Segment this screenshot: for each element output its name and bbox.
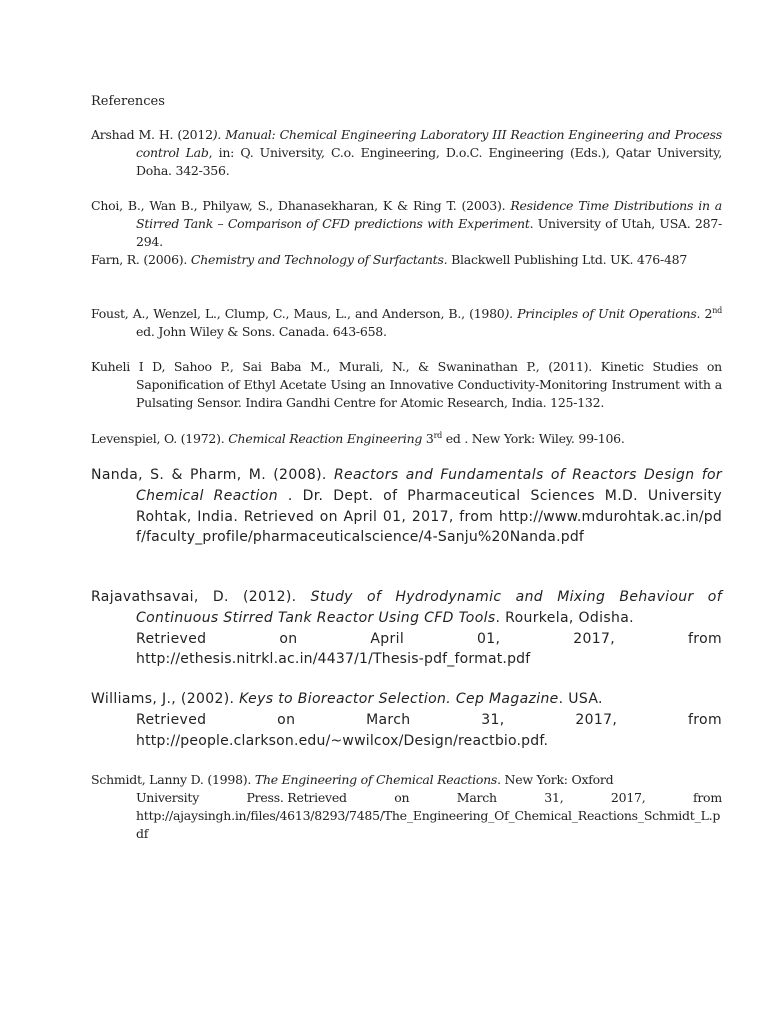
reference-authors: Farn, R. (2006). bbox=[91, 252, 191, 267]
reference-title: Study of Hydrodynamic and Mixing Behaviour of Continuous Stirred Tank Reactor Using CFD Tools bbox=[136, 589, 722, 626]
reference-schmidt bbox=[91, 771, 722, 843]
reference-williams bbox=[91, 689, 722, 751]
superscript: nd bbox=[712, 305, 722, 315]
superscript: rd bbox=[433, 430, 443, 440]
retrieved-word: on bbox=[279, 630, 298, 647]
reference-kuheli bbox=[91, 358, 722, 412]
retrieved-word: 31, bbox=[544, 790, 564, 805]
reference-details: . Rourkela, Odisha. bbox=[495, 609, 634, 626]
retrieved-word: March bbox=[366, 711, 411, 728]
reference-details: , in: Q. University, C.o. Engineering, D.o.C. Engineering (Eds.), Qatar University, Doha. 342-356. bbox=[136, 145, 723, 178]
reference-title: Keys to Bioreactor Selection. Cep Magazine bbox=[239, 691, 559, 707]
retrieved-word: 01, bbox=[477, 630, 501, 647]
retrieved-word: Press. Retrieved bbox=[246, 790, 347, 805]
reference-levenspiel bbox=[91, 430, 722, 448]
reference-rajavathsavai bbox=[91, 587, 722, 670]
reference-authors: Levenspiel, O. (1972). bbox=[91, 431, 229, 446]
reference-authors: Williams, J., (2002). bbox=[91, 691, 240, 707]
reference-url[interactable]: http://www.mdurohtak.ac.in/pdf/faculty_profile/pharmaceuticalscience/4-Sanju%20Nanda.pdf bbox=[136, 508, 722, 546]
references-heading: References bbox=[91, 94, 165, 109]
retrieved-line bbox=[136, 629, 722, 650]
reference-details: . USA. bbox=[558, 691, 603, 707]
retrieved-word: April bbox=[370, 630, 405, 647]
reference-url[interactable]: http://people.clarkson.edu/~wwilcox/Design/reactbio.pdf. bbox=[136, 732, 549, 749]
reference-authors: Schmidt, Lanny D. (1998). bbox=[91, 772, 255, 787]
reference-authors: Nanda, S. & Pharm, M. (2008). bbox=[91, 467, 334, 483]
retrieved-word: University bbox=[136, 790, 200, 805]
retrieved-word: on bbox=[277, 711, 296, 728]
reference-details: ed . New York: Wiley. 99-106. bbox=[442, 431, 625, 446]
reference-text: Kuheli I D, Sahoo P., Sai Baba M., Murali, N., & Swaninathan P., (2011). Kinetic Studies on Saponification of Ethyl Acetate Using an Innovative Conductivity-Monitoring Instrument with a Pulsating Sensor. Indira Gandhi Centre for Atomic Research, India. 125-132. bbox=[91, 359, 722, 410]
reference-details: 3 bbox=[422, 431, 434, 446]
retrieved-word: from bbox=[692, 790, 722, 805]
retrieved-word: 31, bbox=[481, 711, 505, 728]
retrieved-word: from bbox=[688, 630, 722, 647]
reference-title: Reactors and Fundamentals of Reactors Design for Chemical Reaction bbox=[136, 467, 722, 504]
reference-url[interactable]: http://ajaysingh.in/files/4613/8293/7485/The_Engineering_Of_Chemical_Reactions_Schmidt_L.pdf bbox=[136, 808, 721, 841]
retrieved-word: on bbox=[394, 790, 410, 805]
reference-title: Chemistry and Technology of Surfactants bbox=[190, 252, 444, 267]
reference-details: . Blackwell Publishing Ltd. UK. 476-487 bbox=[443, 252, 688, 267]
reference-details: ed. John Wiley & Sons. Canada. 643-658. bbox=[136, 324, 387, 339]
reference-farn bbox=[91, 251, 722, 269]
reference-authors: Choi, B., Wan B., Philyaw, S., Dhanasekharan, K & Ring T. (2003). bbox=[91, 198, 511, 213]
reference-arshad bbox=[91, 126, 722, 180]
reference-details: . Dr. Dept. of Pharmaceutical Sciences M.D. University Rohtak, India. Retrieved on April 01, 2017, from bbox=[136, 487, 722, 525]
retrieved-word: Retrieved bbox=[136, 711, 207, 728]
reference-details: . University of Utah, USA. 287-294. bbox=[136, 216, 722, 249]
reference-choi bbox=[91, 197, 722, 251]
retrieved-word: 2017, bbox=[573, 630, 616, 647]
reference-authors: Arshad M. H. (2012 bbox=[91, 127, 213, 142]
reference-title: Residence Time Distributions in a Stirred Tank – Comparison of CFD predictions with Experiment bbox=[136, 198, 723, 231]
reference-title: ). Manual: Chemical Engineering Laboratory III Reaction Engineering and Process control Lab bbox=[136, 127, 722, 160]
retrieved-line bbox=[136, 789, 722, 807]
reference-nanda bbox=[91, 465, 722, 548]
reference-authors: Rajavathsavai, D. (2012). bbox=[91, 589, 311, 605]
reference-title: The Engineering of Chemical Reactions bbox=[254, 772, 498, 787]
retrieved-word: Retrieved bbox=[136, 630, 207, 647]
retrieved-word: from bbox=[687, 711, 722, 728]
retrieved-word: 2017, bbox=[610, 790, 646, 805]
reference-title: ). Principles of Unit Operations bbox=[504, 306, 697, 321]
retrieved-line bbox=[136, 710, 722, 731]
reference-details: . New York: Oxford bbox=[497, 772, 614, 787]
reference-authors: Foust, A., Wenzel, L., Clump, C., Maus, L., and Anderson, B., (1980 bbox=[91, 306, 505, 321]
reference-foust bbox=[91, 305, 722, 341]
reference-url[interactable]: http://ethesis.nitrkl.ac.in/4437/1/Thesis-pdf_format.pdf bbox=[136, 651, 531, 668]
reference-details: . 2 bbox=[696, 306, 713, 321]
retrieved-word: March bbox=[456, 790, 497, 805]
reference-title: Chemical Reaction Engineering bbox=[228, 431, 423, 446]
retrieved-word: 2017, bbox=[575, 711, 618, 728]
